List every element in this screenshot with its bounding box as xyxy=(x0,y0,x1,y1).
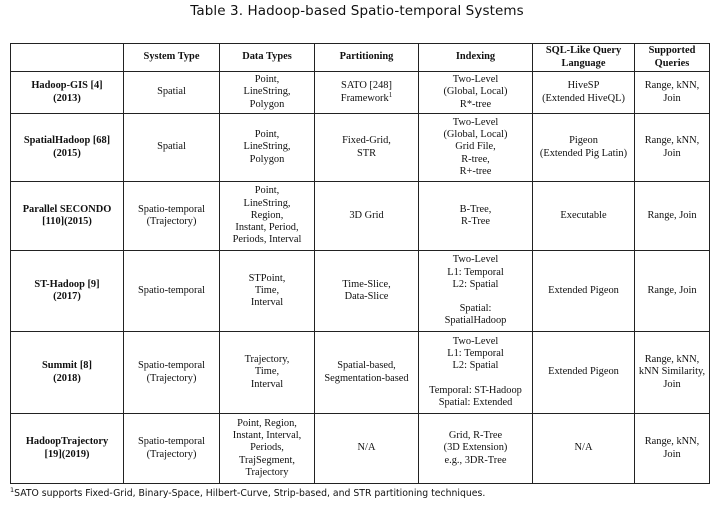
footnote-ref: 1 xyxy=(388,90,393,99)
cell-line: R+-tree xyxy=(459,165,492,177)
cell-system xyxy=(11,114,124,182)
cell-line: Segmentation-based xyxy=(324,372,409,384)
table-row xyxy=(11,251,710,332)
cell-line: [110](2015) xyxy=(42,216,92,227)
cell-line: (2017) xyxy=(53,291,81,302)
cell-line: Summit [8] xyxy=(42,360,92,372)
cell-line: R-tree, xyxy=(461,153,490,165)
cell-line: Periods, Interval xyxy=(232,234,302,246)
cell-partitioning xyxy=(315,72,419,114)
header-queries: Supported Queries xyxy=(635,44,710,72)
cell-line: Spatial-based, xyxy=(337,360,396,372)
cell-partitioning xyxy=(315,114,419,182)
cell-line: Point, xyxy=(254,74,280,86)
cell-line: Spatial: xyxy=(459,303,492,315)
cell-system xyxy=(11,182,124,251)
cell-line: L1: Temporal xyxy=(447,348,504,360)
cell-indexing xyxy=(419,114,533,182)
cell-line: Join xyxy=(663,378,681,390)
cell-line: Two-Level xyxy=(452,116,499,128)
cell-line: Data-Slice xyxy=(344,291,389,302)
cell-line: Range, kNN, xyxy=(644,436,700,448)
cell-partitioning xyxy=(315,251,419,332)
cell-sql xyxy=(533,114,635,182)
footnote xyxy=(10,488,485,499)
cell-line: TrajSegment, xyxy=(239,454,295,466)
cell-system-type xyxy=(124,182,220,251)
cell-line: Region, xyxy=(250,209,284,221)
cell-line: Range, kNN, xyxy=(644,80,700,92)
cell-line: Parallel SECONDO xyxy=(22,203,112,215)
cell-line: Spatial xyxy=(157,86,186,98)
cell-line: (2018) xyxy=(53,372,81,384)
cell-line: LineString, xyxy=(243,141,291,153)
cell-partitioning xyxy=(315,414,419,484)
blank-line xyxy=(421,373,530,385)
cell-line: Interval xyxy=(250,297,284,309)
cell-line: (3D Extension) xyxy=(443,442,508,454)
header-indexing: Indexing xyxy=(419,44,533,72)
blank-line xyxy=(421,291,530,303)
cell-line: Two-Level xyxy=(452,254,499,266)
cell-line: L2: Spatial xyxy=(452,278,499,290)
cell-line: [19](2019) xyxy=(44,448,90,460)
cell-line: SATO [248] xyxy=(341,80,392,92)
cell-line: Point, xyxy=(254,129,280,141)
cell-line: Spatio-temporal xyxy=(138,284,205,296)
cell-line: Time, xyxy=(254,366,280,378)
cell-system-type xyxy=(124,72,220,114)
cell-line: Periods, xyxy=(250,442,284,454)
cell-line: Spatio-temporal xyxy=(138,360,205,372)
cell-data-types xyxy=(220,332,315,414)
footnote-text: SATO supports Fixed-Grid, Binary-Space, Hilbert-Curve, Strip-based, and STR partitioning techniques. xyxy=(14,488,486,499)
cell-line: LineString, xyxy=(243,197,291,209)
cell-line: Spatial xyxy=(157,141,186,153)
header-sql: SQL-Like Query Language xyxy=(533,44,635,72)
cell-line: B-Tree, xyxy=(459,203,492,215)
cell-line: Polygon xyxy=(249,98,285,110)
cell-line: Range, kNN, xyxy=(644,135,700,147)
cell-line: Time, xyxy=(254,284,280,296)
footnote-mark: 1 xyxy=(10,486,15,494)
cell-line: (Extended HiveQL) xyxy=(542,92,625,104)
table-row xyxy=(11,114,710,182)
cell-line: Trajectory xyxy=(245,466,289,478)
cell-queries xyxy=(635,72,710,114)
header-partitioning: Partitioning xyxy=(315,44,419,72)
cell-indexing xyxy=(419,182,533,251)
cell-queries xyxy=(635,251,710,332)
cell-indexing xyxy=(419,251,533,332)
cell-line: Instant, Interval, xyxy=(232,430,302,442)
cell-line: R*-tree xyxy=(459,98,492,110)
cell-line: N/A xyxy=(574,442,593,454)
cell-indexing xyxy=(419,332,533,414)
cell-line: ST-Hadoop [9] xyxy=(34,278,100,290)
cell-line: Join xyxy=(663,92,681,104)
cell-data-types xyxy=(220,414,315,484)
cell-queries xyxy=(635,114,710,182)
cell-system xyxy=(11,251,124,332)
cell-indexing xyxy=(419,72,533,114)
cell-line: Trajectory, xyxy=(244,354,290,366)
cell-line: Point, xyxy=(254,185,280,197)
cell-line: SpatialHadoop [68] xyxy=(23,135,111,147)
cell-line: (2015) xyxy=(53,147,81,159)
cell-partitioning xyxy=(315,182,419,251)
cell-queries xyxy=(635,332,710,414)
header-system-type: System Type xyxy=(124,44,220,72)
cell-line: Two-Level xyxy=(452,74,499,86)
cell-line: Range, Join xyxy=(647,284,697,296)
cell-sql xyxy=(533,414,635,484)
cell-queries xyxy=(635,414,710,484)
cell-line: Time-Slice, xyxy=(342,278,391,290)
cell-line: Range, kNN, xyxy=(644,354,700,366)
cell-line: Spatio-temporal xyxy=(138,203,205,215)
header-system xyxy=(11,44,124,72)
cell-system-type xyxy=(124,251,220,332)
cell-data-types xyxy=(220,72,315,114)
cell-system xyxy=(11,72,124,114)
cell-sql xyxy=(533,72,635,114)
cell-line: (Global, Local) xyxy=(443,86,508,98)
cell-line: HiveSP xyxy=(567,80,600,92)
cell-line: Hadoop-GIS [4] xyxy=(31,80,103,92)
cell-sql xyxy=(533,332,635,414)
cell-indexing xyxy=(419,414,533,484)
table-row xyxy=(11,72,710,114)
cell-line: Two-Level xyxy=(452,335,499,347)
cell-line: HadoopTrajectory xyxy=(25,436,109,448)
cell-system-type xyxy=(124,332,220,414)
cell-line: (2013) xyxy=(53,92,81,104)
cell-line: Spatio-temporal xyxy=(138,436,205,448)
cell-line: (Trajectory) xyxy=(146,448,197,460)
cell-line: L2: Spatial xyxy=(452,360,499,372)
cell-line xyxy=(317,90,416,105)
cell-line: Join xyxy=(663,448,681,460)
cell-line: Spatial: Extended xyxy=(438,396,513,408)
cell-line: SpatialHadoop xyxy=(444,315,507,327)
cell-data-types xyxy=(220,182,315,251)
table-row xyxy=(11,332,710,414)
cell-line: Temporal: ST-Hadoop xyxy=(429,384,522,396)
cell-line: kNN Similarity, xyxy=(638,366,706,378)
cell-line: Grid File, xyxy=(455,141,496,153)
cell-line: Executable xyxy=(560,209,607,221)
systems-table xyxy=(10,43,710,484)
cell-line: (Global, Local) xyxy=(443,129,508,141)
cell-line-text: Framework xyxy=(340,92,389,104)
cell-line: Polygon xyxy=(249,153,285,165)
cell-line: (Trajectory) xyxy=(146,372,197,384)
header-data-types: Data Types xyxy=(220,44,315,72)
cell-line: Join xyxy=(663,147,681,159)
cell-line: Extended Pigeon xyxy=(548,366,619,378)
cell-line: Extended Pigeon xyxy=(548,284,619,296)
cell-line: Fixed-Grid, xyxy=(342,135,391,147)
cell-system xyxy=(11,414,124,484)
cell-line: STPoint, xyxy=(248,272,286,284)
cell-line: (Trajectory) xyxy=(146,216,197,227)
cell-line: LineString, xyxy=(243,86,291,98)
cell-data-types xyxy=(220,251,315,332)
cell-sql xyxy=(533,182,635,251)
table-title: Table 3. Hadoop-based Spatio-temporal Systems xyxy=(190,3,524,19)
cell-line: R-Tree xyxy=(460,216,491,227)
cell-system xyxy=(11,332,124,414)
cell-system-type xyxy=(124,114,220,182)
cell-line: 3D Grid xyxy=(349,209,384,221)
cell-line: Range, Join xyxy=(647,209,697,221)
cell-line: L1: Temporal xyxy=(447,266,504,278)
cell-line: N/A xyxy=(357,442,376,454)
cell-data-types xyxy=(220,114,315,182)
cell-line: Grid, R-Tree xyxy=(448,430,503,442)
cell-line: Pigeon xyxy=(569,135,598,147)
cell-line: e.g., 3DR-Tree xyxy=(444,454,507,466)
cell-line: STR xyxy=(356,147,377,159)
cell-sql xyxy=(533,251,635,332)
cell-line: Interval xyxy=(250,378,284,390)
cell-partitioning xyxy=(315,332,419,414)
header-row xyxy=(11,44,710,72)
cell-line: Point, Region, xyxy=(237,417,297,429)
cell-line: Instant, Period, xyxy=(235,222,299,234)
table-row xyxy=(11,414,710,484)
cell-system-type xyxy=(124,414,220,484)
cell-line: (Extended Pig Latin) xyxy=(539,147,628,159)
cell-queries xyxy=(635,182,710,251)
table-row xyxy=(11,182,710,251)
